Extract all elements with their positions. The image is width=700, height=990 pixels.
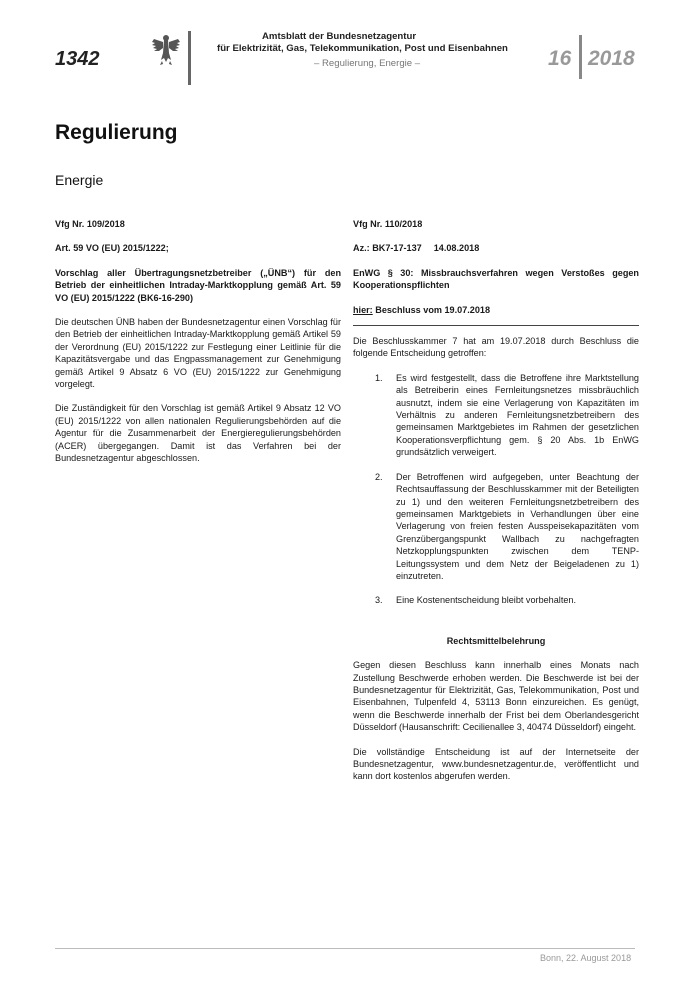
notice-heading: EnWG § 30: Missbrauchsverfahren wegen Verstoßes gegen Kooperationspflichten (353, 267, 639, 291)
federal-eagle-icon (151, 33, 181, 67)
reference-date: 14.08.2018 (433, 243, 480, 254)
right-column (353, 218, 639, 783)
publication-title: Amtsblatt der Bundesnetzagentur (262, 31, 417, 42)
list-text: Der Betroffenen wird aufgegeben, unter Beachtung der Rechtsauffassung der Beschlusskammer mit der Beteiligten zu 1) und den weiteren Fernleitungsnetzbetreibern des gemeinsamen Marktgebiets in Verhandlungen über eine Verlagerung von freien festen Ausspeisekapazitäten vom Grenzübergangspunkt Wallbach zu nachgefragten Netzkopplungspunkten zwischen dem TENP-Leitungssystem und dem Netz der Beigeladenen zu 1) einzutreten. (396, 471, 639, 581)
subsection-title: Energie (55, 172, 104, 188)
header-divider (188, 31, 191, 85)
hier-text: Beschluss vom 19.07.2018 (375, 304, 491, 315)
list-item (353, 372, 639, 459)
issue-number: 16 (548, 47, 572, 70)
list-text: Es wird festgestellt, dass die Betroffene ihre Marktstellung als Betreiberin eines Fernleitungsnetzes missbräuchlich ausnutzt, indem sie eine Verlagerung von Kapazitäten im Verhältnis zu anderen Fernleitungsnetzbetreibern des gemeinsamen Marktgebietes im Rahmen der gesetzlichen Kooperationsverpflichtung gem. § 20 Abs. 1b EnWG grundsätzlich verweigert. (396, 372, 639, 458)
list-item (353, 594, 639, 606)
decision-intro: Die Beschlusskammer 7 hat am 19.07.2018 durch Beschluss die folgende Entscheidung getroffen: (353, 336, 639, 359)
paragraph: Die deutschen ÜNB haben der Bundesnetzagentur einen Vorschlag für den Betrieb der einheitlichen Intraday-Marktkopplung gemäß Artikel 59 der Verordnung (EU) 2015/1222 zur Festlegung einer Leitlinie für die Kapazitätsvergabe und das Engpassmanagement zur Genehmigung gemäß Artikel 9 Absatz 6 VO (EU) 2015/1222 zur Genehmigung vorgelegt. (55, 317, 341, 390)
notice-heading: Vorschlag aller Übertragungsnetzbetreiber („ÜNB“) für den Betrieb der einheitlichen Intraday-Marktkopplung gemäß Art. 59 VO (EU) 2015/1222 (BK6-16-290) (55, 267, 341, 303)
list-item (353, 471, 639, 583)
list-number: 1. (375, 372, 383, 383)
divider (353, 325, 639, 326)
remedy-title: Rechtsmittelbelehrung (446, 635, 546, 646)
footer-place-date: Bonn, 22. August 2018 (540, 953, 632, 963)
list-number: 2. (375, 471, 383, 482)
hier-label: hier: (353, 304, 373, 315)
hier-line (353, 304, 639, 316)
left-column (55, 218, 341, 465)
list-number: 3. (375, 595, 383, 606)
reference-line (353, 242, 639, 254)
page-number: 1342 (55, 48, 100, 70)
paragraph: Die Zuständigkeit für den Vorschlag ist gemäß Artikel 9 Absatz 12 VO (EU) 2015/1222 von allen nationalen Regulierungsbehörden auf die Agentur für die Zusammenarbeit der Energieregulierungsbehörden (ACER) übergegangen. Damit ist das Verfahren bei der Bundesnetzagentur abgeschlossen. (55, 403, 341, 464)
remedy-text: Gegen diesen Beschluss kann innerhalb eines Monats nach Zustellung Beschwerde erhoben werden. Die Beschwerde ist bei der Bundesnetzagentur für Elektrizität, Gas, Telekommunikation, Post und Eisenbahnen, Tulpenfeld 4, 53113 Bonn einzureichen. Es genügt, wenn die Beschwerde innerhalb der Frist bei dem Oberlandesgericht Düsseldorf (Hausanschrift: Cecilienallee 3, 40474 Düsseldorf) eingeht. (353, 660, 639, 733)
vfg-number: Vfg Nr. 109/2018 (55, 219, 125, 229)
footer-rule (55, 948, 635, 949)
vfg-number: Vfg Nr. 110/2018 (353, 219, 423, 229)
section-title: Regulierung (55, 121, 178, 144)
issue-divider (579, 35, 582, 79)
list-text: Eine Kostenentscheidung bleibt vorbehalten. (396, 595, 576, 606)
article-reference: Art. 59 VO (EU) 2015/1222; (55, 243, 169, 254)
section-line: – Regulierung, Energie – (314, 58, 421, 69)
issue-year: 2018 (588, 47, 635, 70)
closing-paragraph: Die vollständige Entscheidung ist auf der Internetseite der Bundesnetzagentur, www.bundesnetzagentur.de, veröffentlicht und kann dort kostenlos abgerufen werden. (353, 746, 639, 782)
reference-number: Az.: BK7-17-137 (353, 243, 422, 254)
publication-subtitle: für Elektrizität, Gas, Telekommunikation, Post und Eisenbahnen (217, 43, 508, 54)
